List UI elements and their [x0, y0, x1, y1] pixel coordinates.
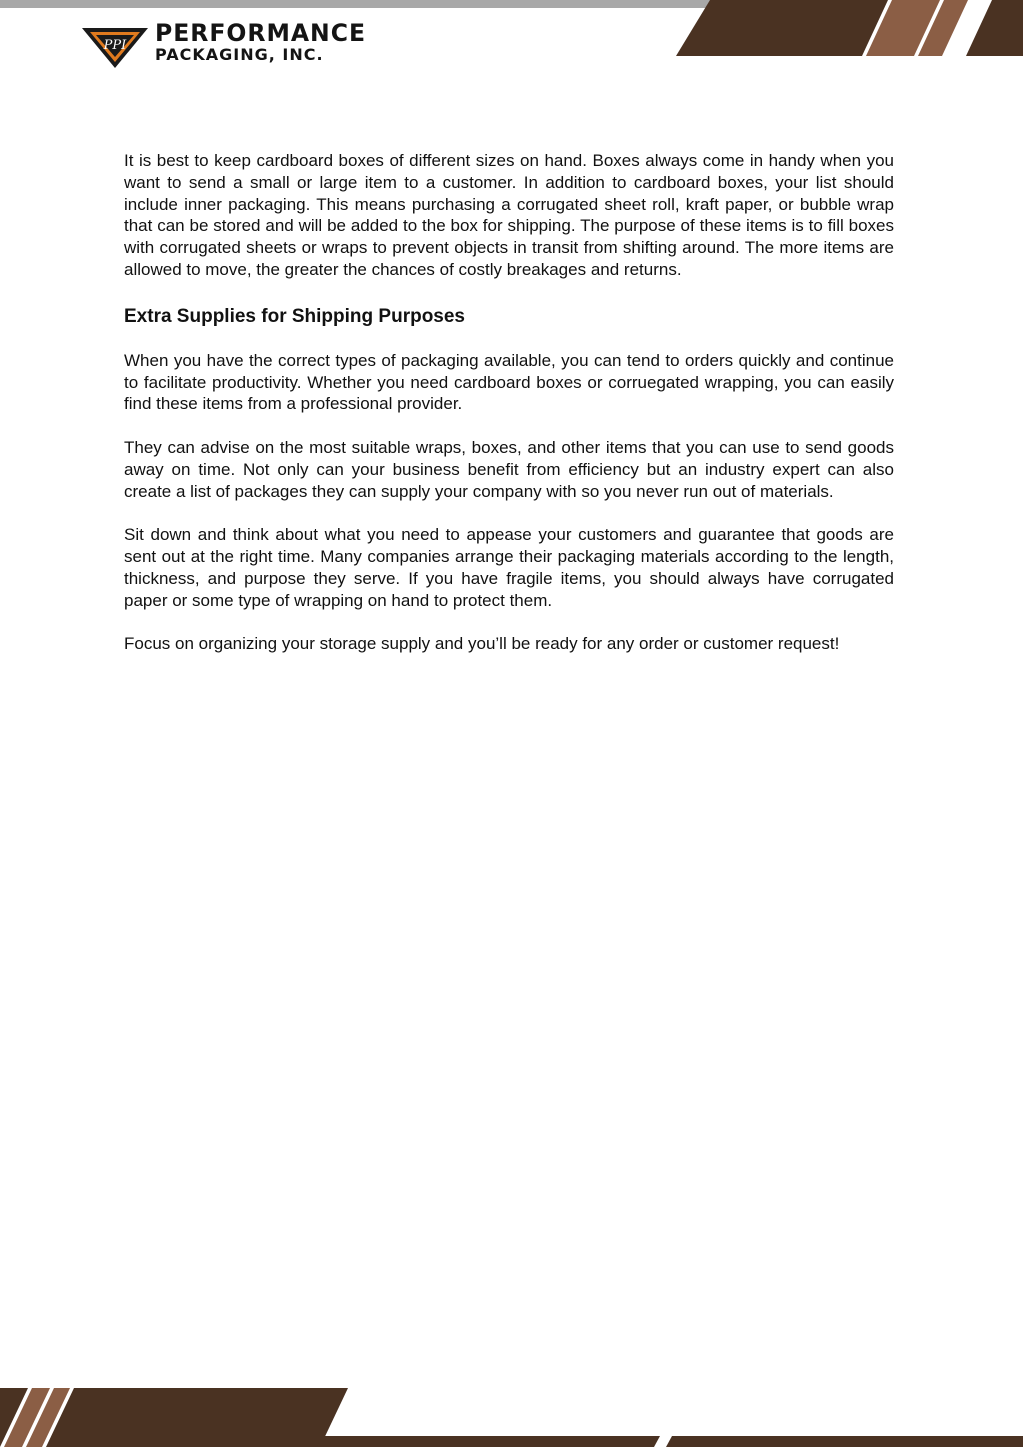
- bottom-decorative-band: [0, 1388, 1023, 1447]
- article-body: [124, 150, 894, 677]
- company-logo: [80, 18, 400, 74]
- logo-company-suffix: PACKAGING, INC.: [155, 45, 324, 64]
- logo-company-name: PERFORMANCE: [155, 19, 366, 47]
- section-heading: Extra Supplies for Shipping Purposes: [124, 305, 465, 327]
- body-paragraph-4: Focus on organizing your storage supply and you’ll be ready for any order or customer request!: [124, 634, 840, 654]
- ppi-emblem-icon: [80, 20, 150, 70]
- body-paragraph-1: When you have the correct types of packaging available, you can tend to orders quickly and continue to facilitate productivity. Whether you need cardboard boxes or corruegated wrapping, you can easily find these items from a professional provider.: [124, 350, 894, 414]
- intro-paragraph: It is best to keep cardboard boxes of different sizes on hand. Boxes always come in handy when you want to send a small or large item to a customer. In addition to cardboard boxes, your list should include inner packaging. This means purchasing a corrugated sheet roll, kraft paper, or bubble wrap that can be stored and will be added to the box for shipping. The purpose of these items is to fill boxes with corrugated sheets or wraps to prevent objects in transit from shifting around. The more items are allowed to move, the greater the chances of costly breakages and returns.: [124, 151, 894, 279]
- svg-text:PPI: PPI: [103, 38, 127, 53]
- body-paragraph-3: Sit down and think about what you need to appease your customers and guarantee that goods are sent out at the right time. Many companies arrange their packaging materials according to the length, thickness, and purpose they serve. If you have fragile items, you should always have corrugated paper or some type of wrapping on hand to protect them.: [124, 525, 894, 610]
- body-paragraph-2: They can advise on the most suitable wraps, boxes, and other items that you can use to send goods away on time. Not only can your business benefit from efficiency but an industry expert can also create a list of packages they can supply your company with so you never run out of materials.: [124, 437, 894, 501]
